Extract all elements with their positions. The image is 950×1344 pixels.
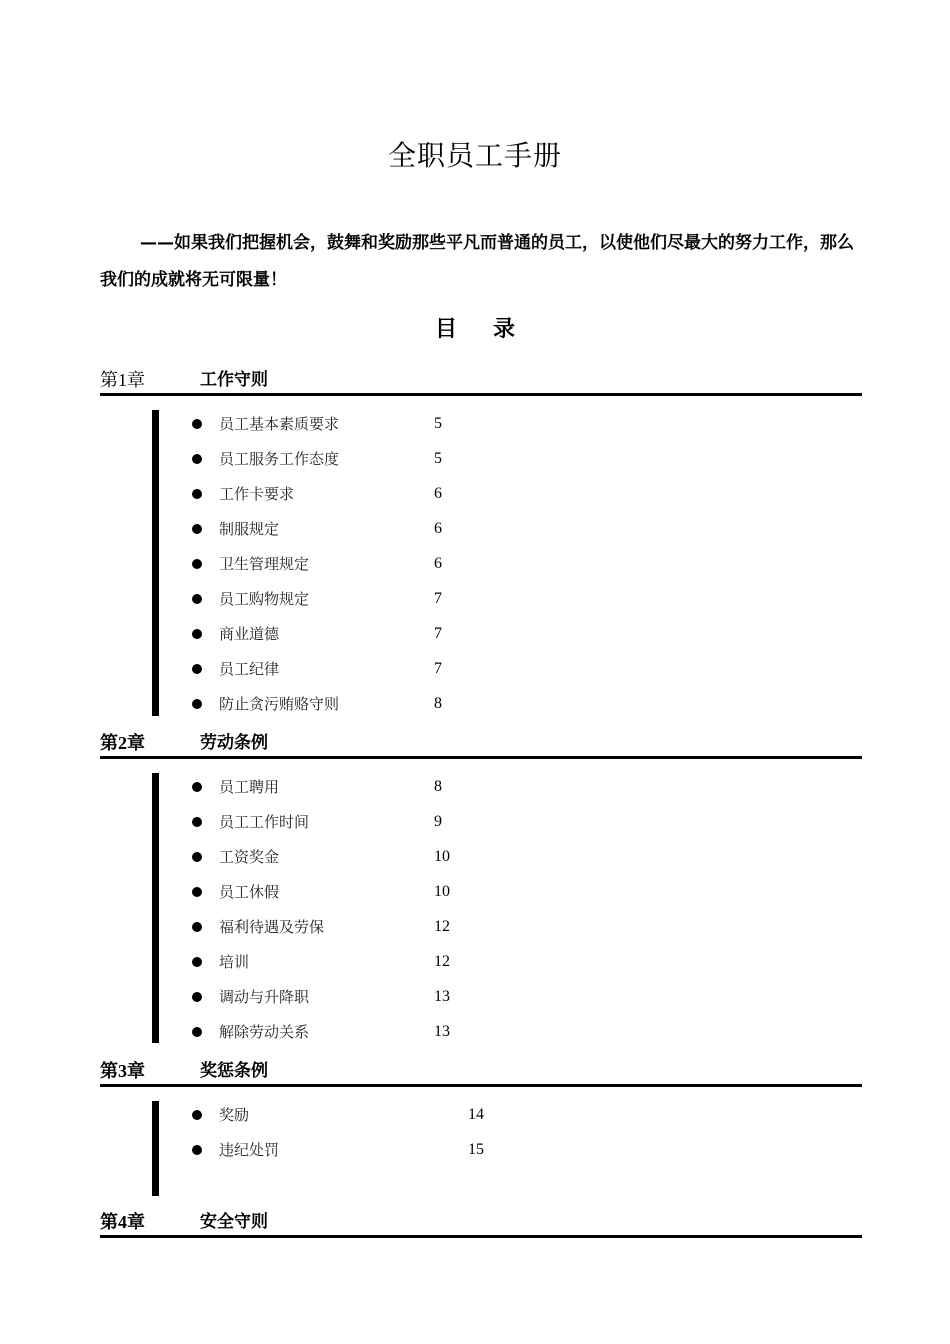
chapter-name: 奖惩条例	[200, 1061, 268, 1081]
chapter-name: 工作守则	[200, 370, 268, 390]
toc-item-label: 工资奖金	[219, 848, 280, 866]
bullet-icon	[192, 817, 202, 827]
bullet-icon	[192, 559, 202, 569]
chapter-number: 第3章	[100, 1061, 145, 1081]
toc-item-label: 工作卡要求	[219, 485, 295, 503]
bullet-icon	[192, 489, 202, 499]
bullet-icon	[192, 524, 202, 534]
toc-item-page: 12	[434, 918, 450, 935]
toc-item[interactable]	[192, 882, 692, 917]
toc-item[interactable]	[192, 1140, 692, 1175]
chapter-bar	[152, 1101, 159, 1196]
document-title: 全职员工手册	[387, 139, 562, 172]
toc-item[interactable]	[192, 659, 692, 694]
toc-item[interactable]	[192, 589, 692, 624]
toc-item-label: 防止贪污贿赂守则	[219, 695, 340, 713]
intro-paragraph: ——如果我们把握机会，鼓舞和奖励那些平凡而普通的员工，以使他们尽最大的努力工作，那么我们的成就将无可限量！	[100, 233, 854, 290]
chapter-header	[100, 1055, 862, 1085]
chapter-number: 第1章	[100, 370, 145, 390]
toc-item[interactable]	[192, 812, 692, 847]
toc-item-label: 商业道德	[219, 625, 280, 643]
toc-item-label: 培训	[219, 953, 250, 971]
bullet-icon	[192, 629, 202, 639]
toc-item[interactable]	[192, 414, 692, 449]
toc-item-label: 员工服务工作态度	[219, 450, 340, 468]
toc-item-label: 违纪处罚	[219, 1141, 280, 1159]
chapter-1	[100, 364, 862, 713]
chapter-rule	[100, 1235, 862, 1238]
toc-item[interactable]	[192, 1022, 692, 1057]
toc-item-page: 5	[434, 415, 442, 432]
bullet-icon	[192, 1145, 202, 1155]
toc-item-label: 卫生管理规定	[219, 555, 310, 573]
toc-item[interactable]	[192, 952, 692, 987]
toc-item-page: 8	[434, 695, 442, 712]
chapter-3	[100, 1055, 862, 1159]
toc-item-page: 14	[468, 1106, 484, 1123]
toc-item-page: 7	[434, 660, 442, 677]
toc-item-page: 10	[434, 848, 450, 865]
toc-item[interactable]	[192, 1105, 692, 1140]
toc-item-label: 员工聘用	[219, 778, 280, 796]
chapter-header	[100, 1206, 862, 1236]
bullet-icon	[192, 887, 202, 897]
toc-item-label: 福利待遇及劳保	[219, 918, 325, 936]
chapter-rule	[100, 393, 862, 396]
toc-item-page: 13	[434, 988, 450, 1005]
toc-item-page: 13	[434, 1023, 450, 1040]
toc-item-page: 7	[434, 590, 442, 607]
bullet-icon	[192, 782, 202, 792]
toc-item-label: 员工基本素质要求	[219, 415, 340, 433]
bullet-icon	[192, 419, 202, 429]
toc-item-label: 员工工作时间	[219, 813, 310, 831]
chapter-4	[100, 1206, 862, 1236]
chapter-header	[100, 727, 862, 757]
toc-item[interactable]	[192, 694, 692, 729]
toc-item-page: 7	[434, 625, 442, 642]
bullet-icon	[192, 699, 202, 709]
toc-item-label: 员工纪律	[219, 660, 280, 678]
toc-item-page: 5	[434, 450, 442, 467]
toc-item-label: 奖励	[219, 1106, 250, 1124]
bullet-icon	[192, 454, 202, 464]
bullet-icon	[192, 594, 202, 604]
toc-item[interactable]	[192, 519, 692, 554]
chapter-rule	[100, 756, 862, 759]
toc-item-page: 12	[434, 953, 450, 970]
toc-item-label: 调动与升降职	[219, 988, 310, 1006]
toc-item[interactable]	[192, 777, 692, 812]
toc-item-page: 10	[434, 883, 450, 900]
bullet-icon	[192, 992, 202, 1002]
toc-item[interactable]	[192, 987, 692, 1022]
chapter-number: 第4章	[100, 1212, 145, 1232]
toc-title: 目录	[434, 317, 551, 342]
chapter-number: 第2章	[100, 733, 145, 753]
bullet-icon	[192, 1027, 202, 1037]
toc-item-page: 6	[434, 485, 442, 502]
toc-item-label: 员工休假	[219, 883, 280, 901]
chapter-name: 安全守则	[200, 1212, 268, 1232]
toc-item-label: 制服规定	[219, 520, 280, 538]
chapter-2	[100, 727, 862, 1041]
toc-item[interactable]	[192, 484, 692, 519]
toc-item[interactable]	[192, 449, 692, 484]
toc-item-label: 员工购物规定	[219, 590, 310, 608]
chapter-bar	[152, 773, 159, 1043]
toc-item-label: 解除劳动关系	[219, 1023, 310, 1041]
toc-item[interactable]	[192, 847, 692, 882]
bullet-icon	[192, 664, 202, 674]
toc-item-page: 15	[468, 1141, 484, 1158]
bullet-icon	[192, 1110, 202, 1120]
toc-item[interactable]	[192, 917, 692, 952]
bullet-icon	[192, 922, 202, 932]
chapter-rule	[100, 1084, 862, 1087]
bullet-icon	[192, 852, 202, 862]
toc-item-page: 6	[434, 520, 442, 537]
bullet-icon	[192, 957, 202, 967]
toc-item-page: 9	[434, 813, 442, 830]
toc-item-page: 6	[434, 555, 442, 572]
chapter-name: 劳动条例	[200, 733, 268, 753]
toc-item[interactable]	[192, 624, 692, 659]
chapter-bar	[152, 410, 159, 716]
chapter-header	[100, 364, 862, 394]
toc-item[interactable]	[192, 554, 692, 589]
toc-item-page: 8	[434, 778, 442, 795]
